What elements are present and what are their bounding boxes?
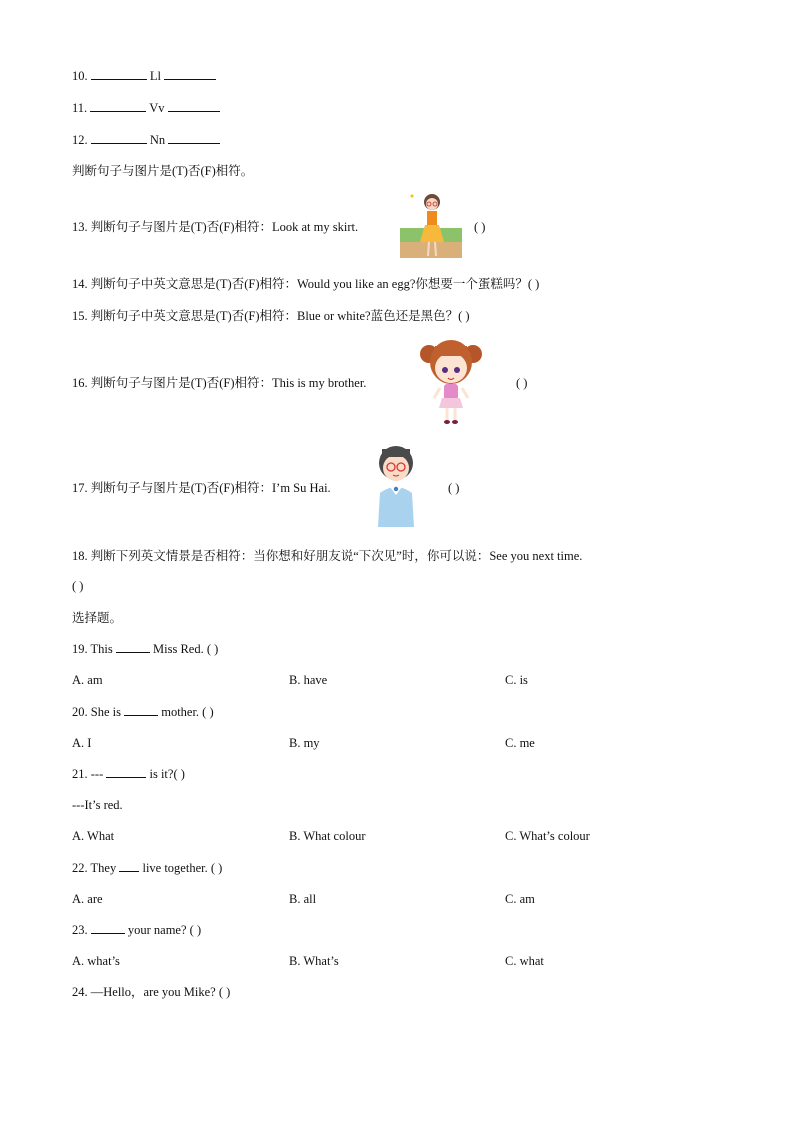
question-number: 22.: [72, 861, 88, 875]
question-number: 16.: [72, 376, 88, 390]
letter-pair: Ll: [149, 69, 161, 83]
question-number: 17.: [72, 481, 88, 495]
letter-pair: Nn: [149, 133, 166, 147]
option-b[interactable]: B. have: [289, 673, 328, 687]
question-number: 13.: [72, 220, 88, 234]
answer-parentheses[interactable]: ( ): [474, 220, 486, 234]
option-c[interactable]: C. What’s colour: [505, 829, 590, 843]
question-text: 判断句子中英文意思是(T)否(F)相符：Would you like an egg?你想要一个蛋糕吗？( ): [90, 277, 540, 291]
option-b[interactable]: B. all: [289, 892, 317, 906]
question-12: [72, 132, 220, 148]
question-16: [72, 375, 366, 391]
question-text-end: your name? ( ): [127, 923, 202, 937]
option-b[interactable]: B. What colour: [289, 829, 366, 843]
question-number: 10.: [72, 69, 88, 83]
option-b[interactable]: B. my: [289, 736, 320, 750]
option-c[interactable]: C. what: [505, 954, 544, 968]
question-20: [72, 704, 214, 720]
question-number: 12.: [72, 133, 88, 147]
option-a[interactable]: A. are: [72, 892, 103, 906]
question-text-end: mother. ( ): [161, 705, 214, 719]
answer-blank[interactable]: [91, 132, 147, 144]
option-a[interactable]: A. What: [72, 829, 115, 843]
question-number: 18.: [72, 549, 88, 563]
woman-with-glasses-illustration: [370, 443, 422, 529]
answer-blank[interactable]: [91, 922, 125, 934]
answer-blank[interactable]: [168, 100, 220, 112]
answer-parentheses[interactable]: ( ): [448, 481, 460, 495]
question-text: 判断句子与图片是(T)否(F)相符：Look at my skirt.: [90, 220, 359, 234]
girl-in-skirt-illustration: [400, 190, 462, 262]
answer-blank[interactable]: [116, 641, 150, 653]
option-b[interactable]: B. What’s: [289, 954, 339, 968]
question-text-start: ---: [90, 767, 104, 781]
option-c[interactable]: C. is: [505, 673, 528, 687]
question-text-start: She is: [90, 705, 121, 719]
option-a[interactable]: A. what’s: [72, 954, 120, 968]
question-text: 判断句子与图片是(T)否(F)相符：This is my brother.: [90, 376, 367, 390]
question-14: [72, 276, 539, 292]
question-23: [72, 922, 201, 938]
question-number: 20.: [72, 705, 88, 719]
question-10: [72, 68, 216, 84]
question-19: [72, 641, 218, 657]
question-number: 23.: [72, 923, 88, 937]
question-number: 19.: [72, 642, 88, 656]
option-c[interactable]: C. me: [505, 736, 535, 750]
answer-parentheses[interactable]: ( ): [72, 579, 84, 593]
answer-blank[interactable]: [90, 100, 146, 112]
question-text-end: Miss Red. ( ): [153, 642, 219, 656]
question-number: 24.: [72, 985, 88, 999]
question-text-start: This: [90, 642, 113, 656]
answer-blank[interactable]: [119, 860, 139, 872]
answer-blank[interactable]: [106, 766, 146, 778]
question-text-start: They: [90, 861, 117, 875]
question-13: [72, 219, 358, 235]
girl-with-buns-illustration: [420, 334, 482, 426]
question-text: 判断下列英文情景是否相符：当你想和好朋友说“下次见”时，你可以说：See you next time.: [90, 549, 583, 563]
question-24: [72, 984, 230, 1000]
question-18: [72, 548, 582, 564]
question-number: 14.: [72, 277, 88, 291]
answer-blank[interactable]: [124, 704, 158, 716]
letter-pair: Vv: [149, 101, 165, 115]
question-22: [72, 860, 222, 876]
option-a[interactable]: A. I: [72, 736, 92, 750]
question-number: 11.: [72, 101, 88, 115]
question-text-end: is it?( ): [149, 767, 185, 781]
question-number: 21.: [72, 767, 88, 781]
question-17: [72, 480, 331, 496]
question-text: —Hello，are you Mike? ( ): [90, 985, 231, 999]
option-a[interactable]: A. am: [72, 673, 103, 687]
question-15: [72, 308, 470, 324]
answer-blank[interactable]: [168, 132, 220, 144]
dialogue-answer: ---It’s red.: [72, 798, 123, 812]
question-text-end: live together. ( ): [142, 861, 223, 875]
option-c[interactable]: C. am: [505, 892, 535, 906]
section-heading-true-false: 判断句子与图片是(T)否(F)相符。: [72, 164, 254, 178]
question-text: 判断句子中英文意思是(T)否(F)相符：Blue or white?蓝色还是黑色？( ): [90, 309, 470, 323]
answer-parentheses[interactable]: ( ): [516, 376, 528, 390]
answer-blank[interactable]: [164, 68, 216, 80]
question-11: [72, 100, 220, 116]
section-heading-choice: 选择题。: [72, 611, 123, 625]
question-number: 15.: [72, 309, 88, 323]
question-21: [72, 766, 185, 782]
question-text: 判断句子与图片是(T)否(F)相符：I’m Su Hai.: [90, 481, 331, 495]
answer-blank[interactable]: [91, 68, 147, 80]
